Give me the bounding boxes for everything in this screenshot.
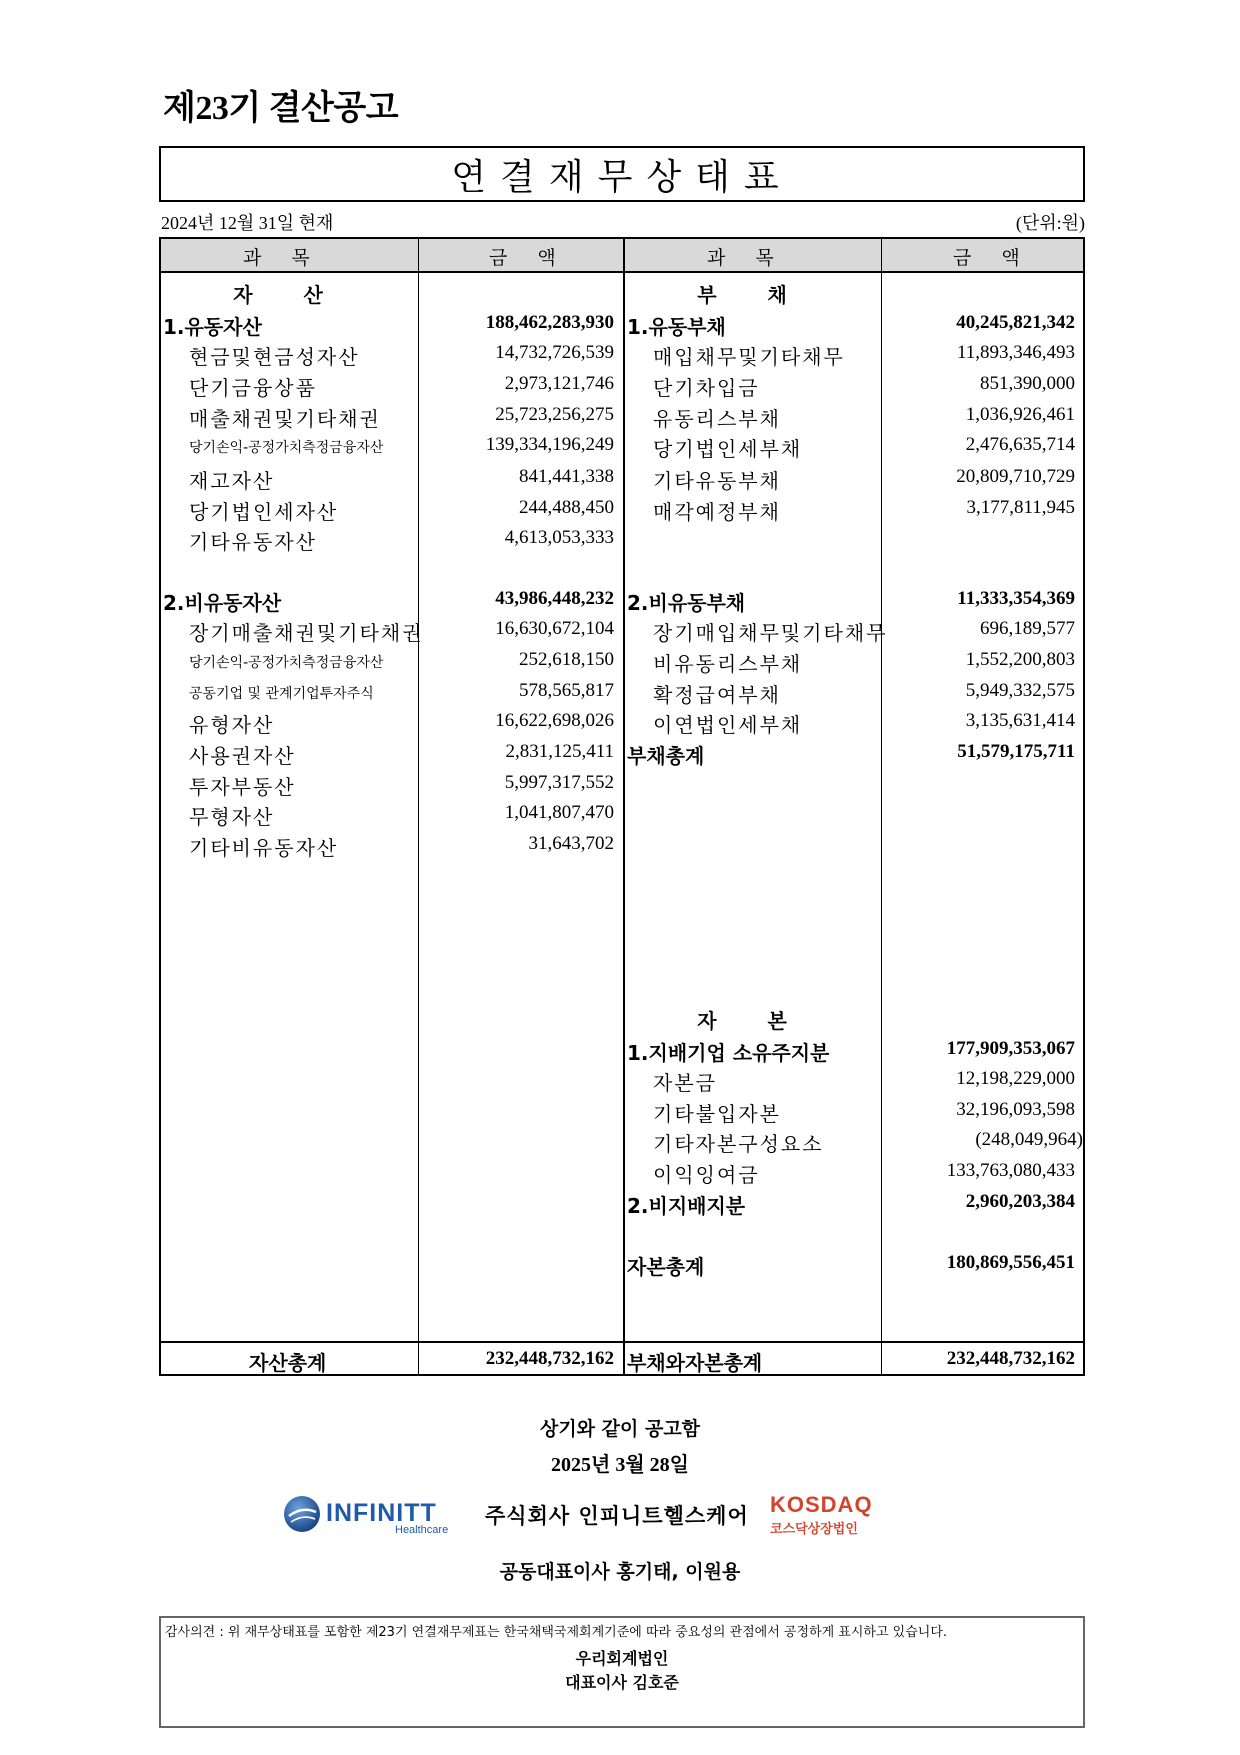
balance-sheet-table [159,237,1085,1376]
table-row: 당기법인세자산 244,488,450 [189,497,614,524]
unit-label: (단위:원) [1015,213,1085,233]
table-row: 유동리스부채 1,036,926,461 [653,404,1075,431]
header-item-left: 과 목 [243,247,322,269]
header-amount-left: 금 액 [489,247,568,269]
current-assets-row: 1.유동자산 188,462,283,930 [163,312,614,339]
table-row: 당기손익-공정가치측정금융자산 139,334,196,249 [189,434,614,456]
table-row: 무형자산 1,041,807,470 [189,802,614,829]
equity-heading: 자 본 [697,1009,809,1033]
table-row: 매입채무및기타채무 11,893,346,493 [653,342,1075,369]
assets-heading: 자 산 [233,283,345,307]
notice-text: 상기와 같이 공고함 [539,1418,701,1440]
table-row: 기타유동부채 20,809,710,729 [653,466,1075,493]
logo-subtitle: Healthcare [395,1524,449,1536]
header-item-right: 과 목 [707,247,786,269]
equity-total-row: 자본총계 180,869,556,451 [627,1252,1075,1279]
table-header [161,239,1083,273]
table-row: 이익잉여금 133,763,080,433 [653,1160,1075,1187]
logo-wordmark: INFINITT [326,1499,437,1527]
assets-total-row: 자산총계 232,448,732,162 [249,1348,614,1375]
liab-equity-total-row: 부채와자본총계 232,448,732,162 [627,1348,1075,1375]
table-row: 장기매입채무및기타채무 696,189,577 [653,618,1075,645]
table-row: 단기차입금 851,390,000 [653,373,1075,400]
kosdaq-wordmark: KOSDAQ [770,1492,873,1517]
notice-date: 2025년 3월 28일 [551,1454,689,1476]
table-row: 장기매출채권및기타채권 16,630,672,104 [189,618,614,645]
table-row: 자본금 12,198,229,000 [653,1068,1075,1095]
table-row: 현금및현금성자산 14,732,726,539 [189,342,614,369]
audit-opinion: 감사의견 : 위 재무상태표를 포함한 제23기 연결재무제표는 한국채택국제회계기준에 따라 중요성의 관점에서 공정하게 표시하고 있습니다. [165,1625,948,1640]
statement-title: 연결재무상태표 [159,146,1085,202]
report-date: 2024년 12월 31일 현재 [161,213,334,233]
table-row: 투자부동산 5,997,317,552 [189,772,614,799]
table-row: 매각예정부채 3,177,811,945 [653,497,1075,524]
table-row: 기타유동자산 4,613,053,333 [189,527,614,554]
infinitt-logo [283,1494,478,1536]
audit-firm: 우리회계법인 [575,1649,669,1668]
kosdaq-badge [770,1492,880,1536]
representatives: 공동대표이사 홍기태, 이원용 [499,1561,741,1583]
table-row: 기타자본구성요소 (248,049,964) [653,1129,1083,1156]
table-row: 기타비유동자산 31,643,702 [189,833,614,860]
table-row: 당기법인세부채 2,476,635,714 [653,434,1075,461]
liabilities-total-row: 부채총계 51,579,175,711 [627,741,1075,768]
kosdaq-subtitle: 코스닥상장법인 [770,1522,858,1537]
table-row: 단기금융상품 2,973,121,746 [189,373,614,400]
audit-opinion-box [159,1616,1085,1728]
liabilities-heading: 부 채 [697,283,809,307]
table-row: 비유동리스부채 1,552,200,803 [653,649,1075,676]
table-row: 이연법인세부채 3,135,631,414 [653,710,1075,737]
table-row: 당기손익-공정가치측정금융자산 252,618,150 [189,649,614,671]
table-row: 재고자산 841,441,338 [189,466,614,493]
header-amount-right: 금 액 [953,247,1032,269]
document-title: 제23기 결산공고 [163,90,399,127]
table-row: 매출채권및기타채권 25,723,256,275 [189,404,614,431]
table-row: 유형자산 16,622,698,026 [189,710,614,737]
table-row: 공동기업 및 관계기업투자주식 578,565,817 [189,680,614,702]
table-row: 기타불입자본 32,196,093,598 [653,1099,1075,1126]
audit-ceo: 대표이사 김호준 [565,1673,679,1692]
table-row: 확정급여부채 5,949,332,575 [653,680,1075,707]
noncurrent-assets-row: 2.비유동자산 43,986,448,232 [163,588,614,615]
parent-equity-row: 1.지배기업 소유주지분 177,909,353,067 [627,1038,1075,1065]
company-logo-row [283,1490,983,1538]
noncontrolling-row: 2.비지배지분 2,960,203,384 [627,1191,1075,1218]
current-liabilities-row: 1.유동부채 40,245,821,342 [627,312,1075,339]
table-row: 사용권자산 2,831,125,411 [189,741,614,768]
noncurrent-liabilities-row: 2.비유동부채 11,333,354,369 [627,588,1075,615]
globe-icon [284,1496,320,1532]
company-name: 주식회사 인피니트헬스케어 [485,1504,749,1528]
